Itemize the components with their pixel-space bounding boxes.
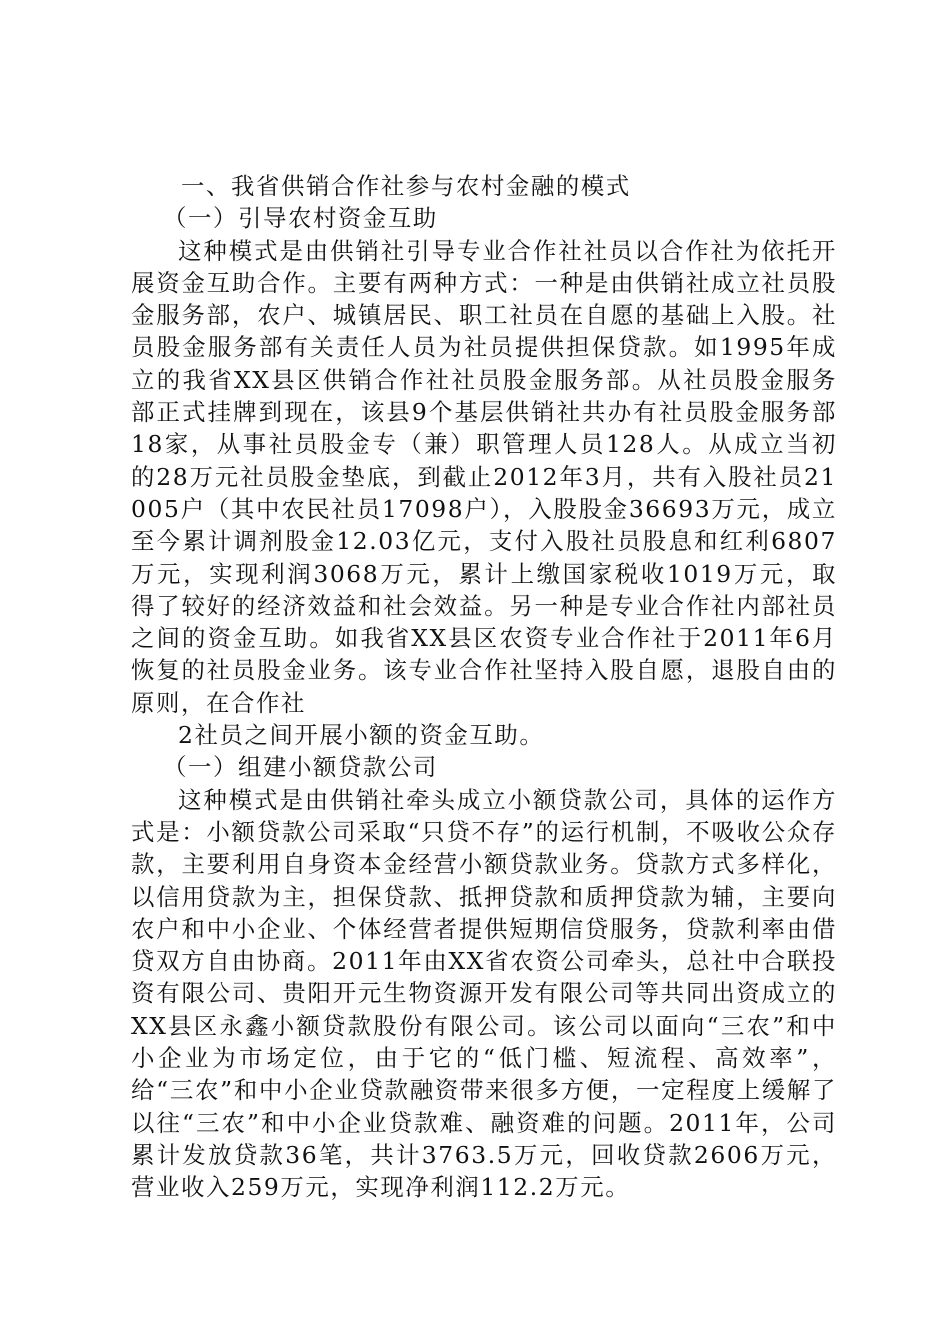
paragraph-1-continuation: 2社员之间开展小额的资金互助。 — [178, 721, 545, 750]
subsection-title-1: （一）引导农村资金互助 — [163, 204, 438, 233]
document-body — [131, 170, 837, 1204]
section-title: 一、我省供销合作社参与农村金融的模式 — [181, 172, 631, 200]
paragraph-1: 这种模式是由供销社引导专业合作社社员以合作社为依托开展资金互助合作。主要有两种方式：一种是由供销社成立社员股金服务部，农户、城镇居民、职工社员在自愿的基础上入股。社员股金服务部有关责任人员为社员提供担保贷款。如1995年成立的我省XX县区供销合作社社员股金服务部。从社员股金服务部正式挂牌到现在，该县9个基层供销社共办有社员股金服务部18家，从事社员股金专（兼）职管理人员128人。从成立当初的28万元社员股金垫底，到截止2012年3月，共有入股社员21005户（其中农民社员17098户），入股股金36693万元，成立至今累计调剂股金12.03亿元，支付入股社员股息和红利6807万元，实现利润3068万元，累计上缴国家税收1019万元，取得了较好的经济效益和社会效益。另一种是专业合作社内部社员之间的资金互助。如我省XX县区农资专业合作社于2011年6月恢复的社员股金业务。该专业合作社坚持入股自愿，退股自由的原则，在合作社 — [131, 236, 837, 717]
paragraph-2: 这种模式是由供销社牵头成立小额贷款公司，具体的运作方式是：小额贷款公司采取“只贷不存”的运行机制，不吸收公众存款，主要利用自身资本金经营小额贷款业务。贷款方式多样化，以信用贷款为主，担保贷款、抵押贷款和质押贷款为辅，主要向农户和中小企业、个体经营者提供短期信贷服务，贷款利率由借贷双方自由协商。2011年由XX省农资公司牵头，总社中合联投资有限公司、贵阳开元生物资源开发有限公司等共同出资成立的XX县区永鑫小额贷款股份有限公司。该公司以面向“三农”和中小企业为市场定位，由于它的“低门槛、短流程、高效率”，给“三农”和中小企业贷款融资带来很多方便，一定程度上缓解了以往“三农”和中小企业贷款难、融资难的问题。2011年，公司累计发放贷款36笔，共计3763.5万元，回收贷款2606万元，营业收入259万元，实现净利润112.2万元。 — [131, 785, 837, 1202]
subsection-title-2: （一）组建小额贷款公司 — [163, 753, 438, 782]
